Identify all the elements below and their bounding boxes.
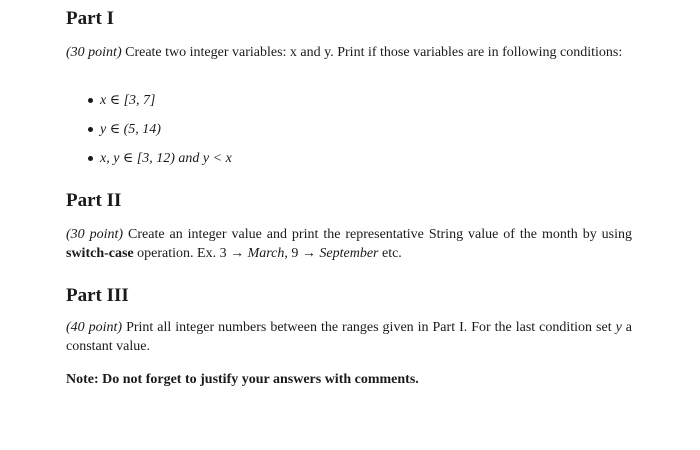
part-2-title: Part II <box>66 190 122 211</box>
part-3-title: Part III <box>66 285 129 306</box>
part-2-keyword: switch-case <box>66 246 134 261</box>
part-1-title: Part I <box>66 8 115 29</box>
part-2-description <box>66 225 632 263</box>
part-3-points: (40 point) <box>66 320 123 335</box>
part-3-description <box>66 318 632 356</box>
part-2-text-after: etc. <box>378 246 402 261</box>
part-2-example-2: September <box>319 246 379 261</box>
condition-3: x, y ∈ [3, 12) and y < x <box>88 149 232 178</box>
part-2-text-before: Create an integer value and print the representative String value of the month by using <box>123 227 632 242</box>
part-2-text-sep: , 9 → <box>284 246 320 261</box>
note: Note: Do not forget to justify your answers with comments. <box>66 372 419 387</box>
part-3-variable: y <box>615 320 622 335</box>
part-1-text: Create two integer variables: x and y. Print if those variables are in following conditions: <box>121 45 623 60</box>
condition-1: x ∈ [3, 7] <box>88 91 232 120</box>
part-1-description <box>66 43 632 62</box>
part-2-points: (30 point) <box>66 227 124 242</box>
condition-2: y ∈ (5, 14) <box>88 120 232 149</box>
part-1-conditions-list <box>88 91 232 178</box>
part-2-example-1: March <box>247 246 285 261</box>
part-3-text-after: a constant value. <box>66 320 632 354</box>
part-3-text-before: Print all integer numbers between the ranges given in Part I. For the last condition set <box>122 320 616 335</box>
part-1-points: (30 point) <box>66 45 122 60</box>
part-2-text-middle: operation. Ex. 3 → <box>133 246 248 261</box>
